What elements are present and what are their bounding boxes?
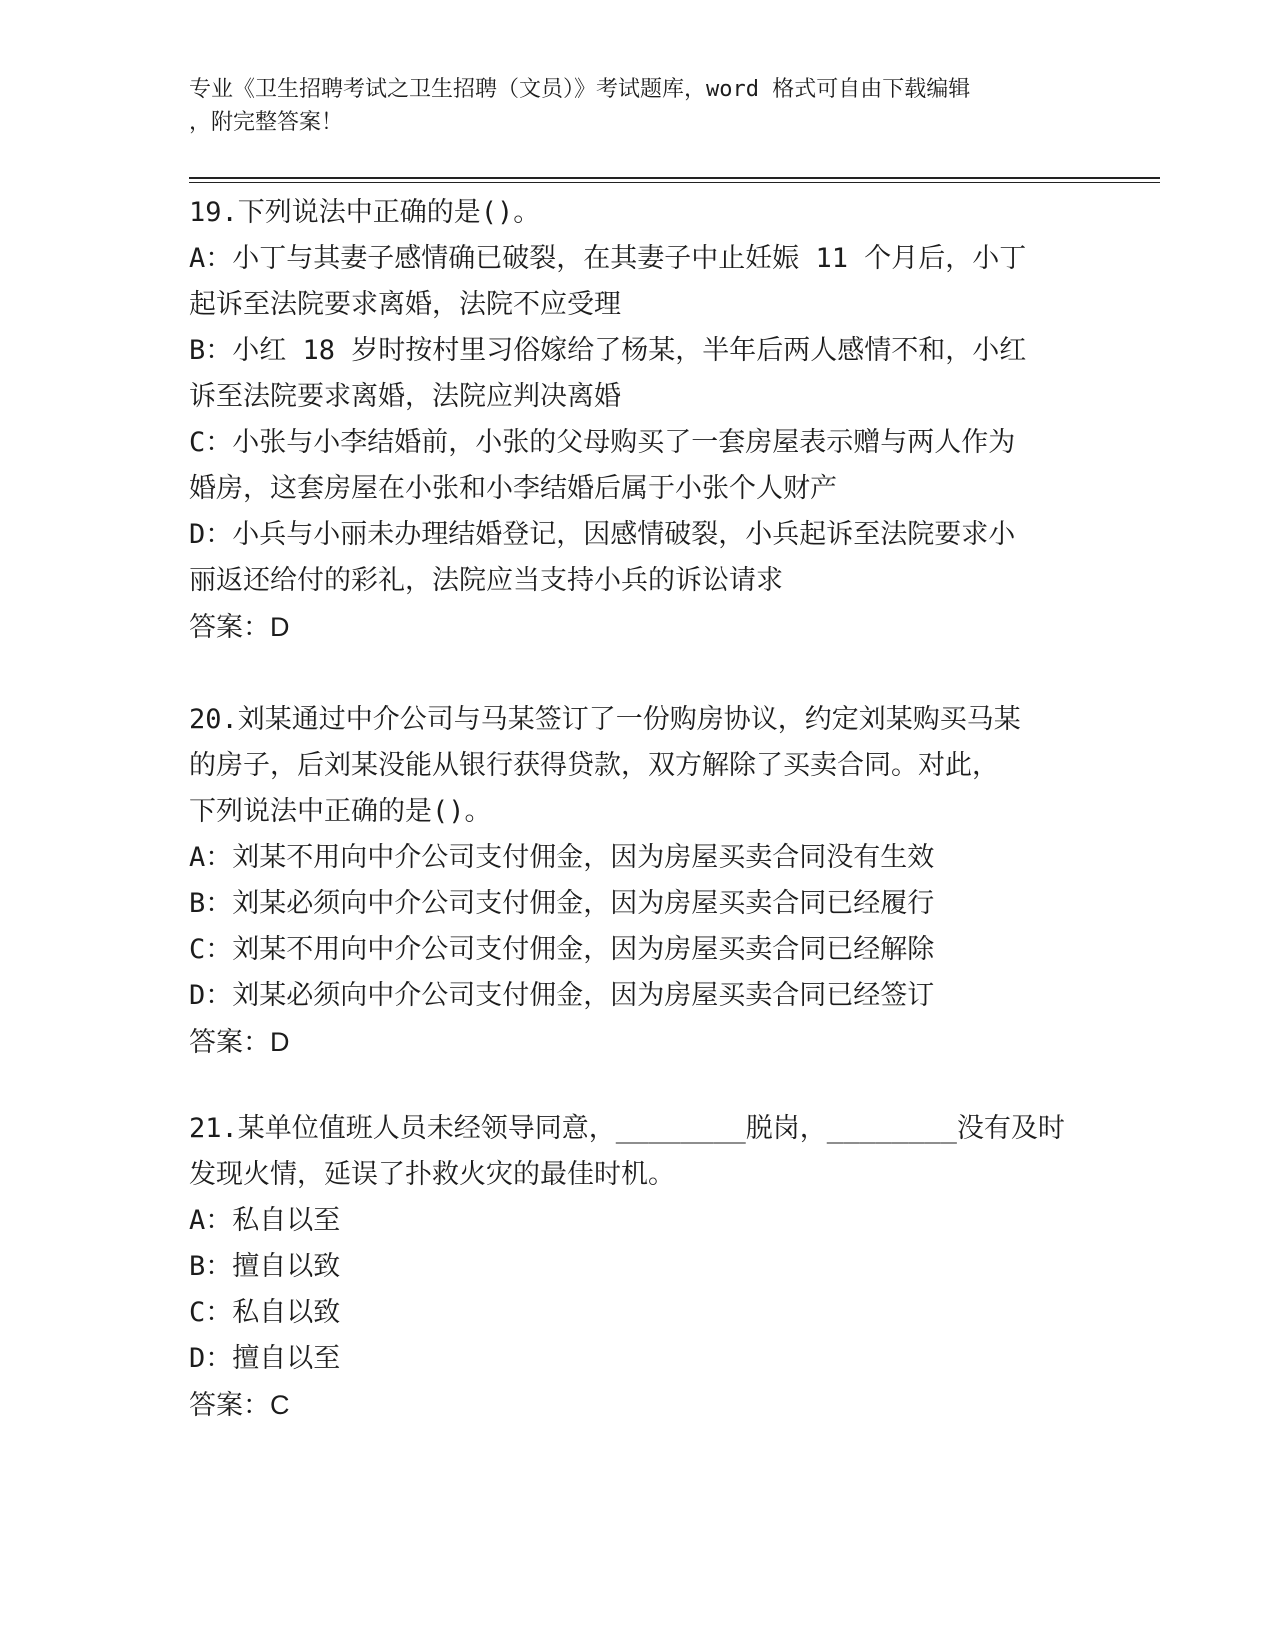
option-c: C：刘某不用向中介公司支付佣金，因为房屋买卖合同已经解除 bbox=[189, 934, 935, 965]
option-a: A：私自以至 bbox=[189, 1205, 341, 1236]
question-stem: 21.某单位值班人员未经领导同意，________脱岗，________没有及时 bbox=[189, 1113, 1065, 1144]
question-stem: 20.刘某通过中介公司与马某签订了一份购房协议，约定刘某购买马某 bbox=[189, 704, 1021, 735]
option-line: 丽返还给付的彩礼，法院应当支持小兵的诉讼请求 bbox=[189, 565, 783, 596]
question-21 bbox=[189, 1106, 1065, 1428]
option-c bbox=[189, 420, 1026, 512]
option-line: 起诉至法院要求离婚，法院不应受理 bbox=[189, 289, 621, 320]
answer-line: 答案：D bbox=[189, 1027, 290, 1057]
header-rule-thick bbox=[189, 177, 1160, 179]
question-20 bbox=[189, 697, 1021, 1065]
option-d: D：擅自以至 bbox=[189, 1343, 341, 1374]
option-b: B：刘某必须向中介公司支付佣金，因为房屋买卖合同已经履行 bbox=[189, 888, 935, 919]
option-line: A：小丁与其妻子感情确已破裂，在其妻子中止妊娠 11 个月后，小丁 bbox=[189, 243, 1027, 274]
header-line-1: 专业《卫生招聘考试之卫生招聘（文员）》考试题库，word 格式可自由下载编辑 bbox=[189, 77, 971, 102]
option-d bbox=[189, 512, 1026, 604]
option-a: A：刘某不用向中介公司支付佣金，因为房屋买卖合同没有生效 bbox=[189, 842, 935, 873]
option-d: D：刘某必须向中介公司支付佣金，因为房屋买卖合同已经签订 bbox=[189, 980, 935, 1011]
option-line: 诉至法院要求离婚，法院应判决离婚 bbox=[189, 381, 621, 412]
option-line: B：小红 18 岁时按村里习俗嫁给了杨某，半年后两人感情不和，小红 bbox=[189, 335, 1027, 366]
option-b: B：擅自以致 bbox=[189, 1251, 341, 1282]
question-19 bbox=[189, 190, 1026, 650]
question-stem: 发现火情，延误了扑救火灾的最佳时机。 bbox=[189, 1159, 675, 1190]
header-rule-thin bbox=[189, 182, 1160, 183]
option-line: 婚房，这套房屋在小张和小李结婚后属于小张个人财产 bbox=[189, 473, 837, 504]
question-stem: 下列说法中正确的是()。 bbox=[189, 796, 492, 827]
answer-line: 答案：D bbox=[189, 612, 290, 642]
option-b bbox=[189, 328, 1026, 420]
question-stem: 19.下列说法中正确的是()。 bbox=[189, 197, 541, 228]
option-line: D：小兵与小丽未办理结婚登记，因感情破裂，小兵起诉至法院要求小 bbox=[189, 519, 1016, 550]
document-header bbox=[189, 73, 1089, 139]
option-c: C：私自以致 bbox=[189, 1297, 341, 1328]
answer-line: 答案：C bbox=[189, 1390, 290, 1420]
header-line-2: ，附完整答案！ bbox=[189, 110, 344, 135]
option-line: C：小张与小李结婚前，小张的父母购买了一套房屋表示赠与两人作为 bbox=[189, 427, 1016, 458]
question-stem: 的房子，后刘某没能从银行获得贷款，双方解除了买卖合同。对此， bbox=[189, 750, 999, 781]
option-a bbox=[189, 236, 1026, 328]
